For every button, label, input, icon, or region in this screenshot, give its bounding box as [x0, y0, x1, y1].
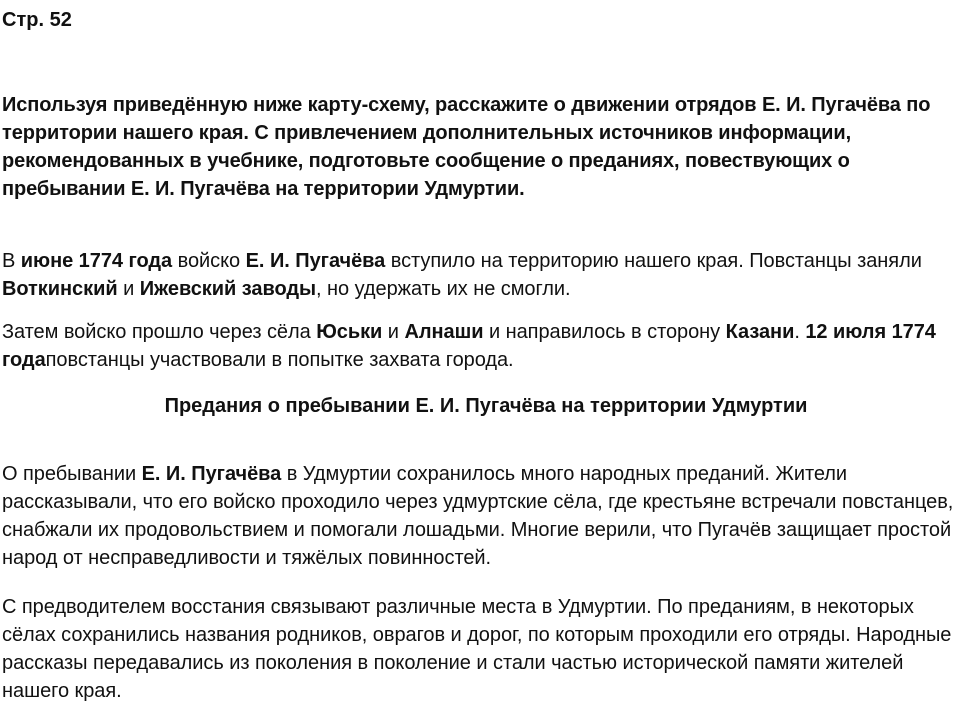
paragraph-2: [2, 318, 964, 374]
paragraph-1-text-2: войско: [172, 250, 246, 272]
paragraph-1-text-5: , но удержать их не смогли.: [316, 278, 571, 300]
paragraph-1-text-1: В: [2, 250, 21, 272]
page-number: Стр. 52: [2, 9, 72, 31]
paragraph-1-bold-izhevsk: Ижевский заводы: [139, 278, 317, 300]
task-instruction: Используя приведённую ниже карту-схему, расскажите о движении отрядов Е. И. Пугачёва по территории нашего края. С привлечением дополнительных источников информации, рекомендованных в учебнике, подготовьте сообщение о преданиях, повествующих о пребывании Е. И. Пугачёва на территории Удмуртии.: [2, 94, 931, 200]
paragraph-2-bold-alnashi: Алнаши: [404, 321, 484, 343]
paragraph-4: [2, 593, 964, 705]
paragraph-3-bold-name: Е. И. Пугачёва: [141, 463, 282, 485]
paragraph-1-bold-name: Е. И. Пугачёва: [245, 250, 386, 272]
paragraph-1-bold-date: июне 1774 года: [20, 250, 173, 272]
paragraph-2-bold-date: 12 июля 1774 года: [2, 321, 936, 371]
paragraph-2-text-4: .: [794, 321, 806, 343]
paragraph-3-text-1: О пребывании: [2, 463, 142, 485]
paragraph-1-bold-votkinsk: Воткинский: [2, 278, 118, 300]
paragraph-2-text-5: повстанцы участвовали в попытке захвата города.: [45, 349, 514, 371]
paragraph-2-bold-yuski: Юськи: [316, 321, 383, 343]
paragraph-2-text-1: Затем войско прошло через сёла: [2, 321, 317, 343]
paragraph-1-text-3: вступило на территорию нашего края. Повстанцы заняли: [385, 250, 922, 272]
paragraph-2-text-2: и: [382, 321, 405, 343]
paragraph-3: [2, 460, 964, 572]
paragraph-2-bold-kazan: Казани: [725, 321, 795, 343]
section-heading: Предания о пребывании Е. И. Пугачёва на территории Удмуртии: [164, 395, 808, 417]
paragraph-2-text-3: и направилось в сторону: [483, 321, 726, 343]
paragraph-4-text-1: С предводителем восстания связывают различные места в Удмуртии. По преданиям, в некоторых сёлах сохранились названия родников, оврагов и дорог, по которым проходили его отряды. Народные рассказы передавались из поколения в поколение и стали частью исторической памяти жителей нашего края.: [2, 596, 952, 702]
paragraph-3-text-2: в Удмуртии сохранилось много народных преданий. Жители рассказывали, что его войско проходило через удмуртские сёла, где крестьяне встречали повстанцев, снабжали их продовольствием и помогали лошадьми. Многие верили, что Пугачёв защищает простой народ от несправедливости и тяжёлых повинностей.: [2, 463, 954, 569]
paragraph-1: [2, 247, 964, 303]
paragraph-1-text-4: и: [117, 278, 140, 300]
